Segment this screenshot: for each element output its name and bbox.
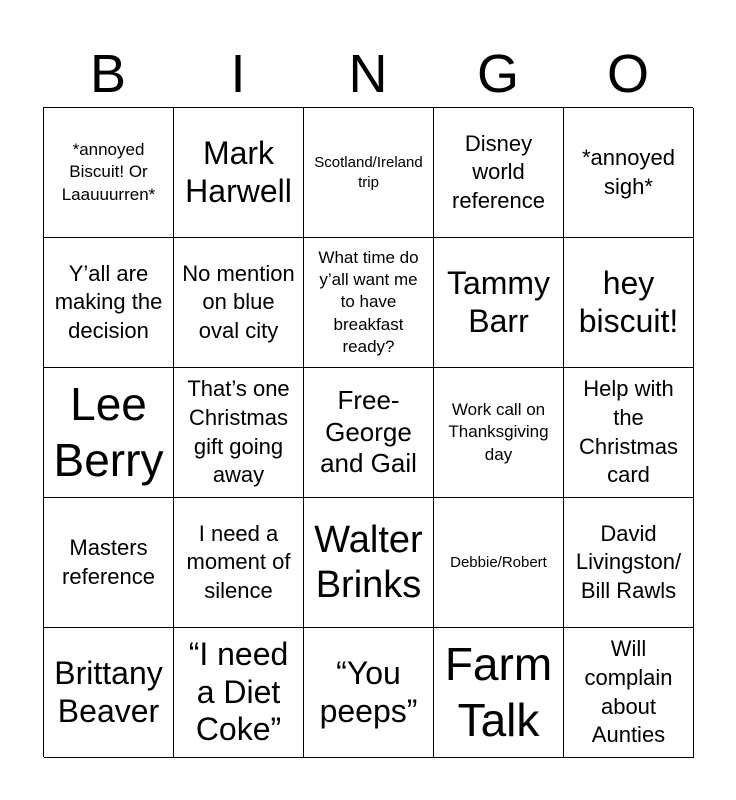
cell-text: hey biscuit! (578, 264, 679, 339)
cell-text: I need a moment of silence (186, 520, 291, 603)
bingo-cell-r3c3[interactable] (304, 368, 434, 498)
cell-text: Work call on Thanksgiving day (448, 400, 549, 464)
header-letter-g: G (476, 44, 519, 104)
bingo-cell-r2c5[interactable] (564, 238, 694, 368)
bingo-cell-r2c4[interactable] (434, 238, 564, 368)
bingo-cell-r3c1[interactable] (44, 368, 174, 498)
bingo-cell-r2c1[interactable] (44, 238, 174, 368)
cell-text: Will complain about Aunties (584, 636, 673, 748)
bingo-cell-r3c5[interactable] (564, 368, 694, 498)
cell-text: Y’all are making the decision (54, 260, 163, 343)
bingo-cell-r4c3[interactable] (304, 498, 434, 628)
cell-text: Lee Berry (53, 378, 164, 486)
bingo-cell-r5c3[interactable] (304, 628, 434, 758)
header-letter-i: I (230, 44, 246, 104)
bingo-cell-r4c4[interactable] (434, 498, 564, 628)
bingo-cell-r4c5[interactable] (564, 498, 694, 628)
cell-text: Farm Talk (444, 638, 553, 746)
header-letter-n: N (348, 44, 388, 104)
cell-text: Walter Brinks (314, 518, 423, 606)
bingo-cell-r5c4[interactable] (434, 628, 564, 758)
cell-text: *annoyed Biscuit! Or Laauuurren* (61, 140, 156, 204)
cell-text: Brittany Beaver (54, 654, 163, 729)
cell-text: No mention on blue oval city (182, 260, 295, 343)
cell-text: David Livingston/ Bill Rawls (575, 520, 682, 603)
bingo-cell-r2c3[interactable] (304, 238, 434, 368)
cell-text: “You peeps” (319, 654, 418, 729)
bingo-cell-r5c2[interactable] (174, 628, 304, 758)
bingo-header (43, 40, 693, 108)
cell-text: Masters reference (62, 534, 155, 589)
cell-text: What time do y’all want me to have breakfast ready? (318, 248, 419, 356)
bingo-cell-r1c1[interactable] (44, 108, 174, 238)
bingo-cell-r3c2[interactable] (174, 368, 304, 498)
cell-text: Help with the Christmas card (578, 376, 678, 488)
cell-text: “I need a Diet Coke” (188, 635, 289, 748)
bingo-cell-r4c1[interactable] (44, 498, 174, 628)
cell-text: Mark Harwell (185, 134, 292, 209)
header-letter-o: O (606, 44, 649, 104)
bingo-cell-r1c2[interactable] (174, 108, 304, 238)
header-letter-b: B (89, 44, 127, 104)
cell-text: *annoyed sigh* (582, 144, 675, 199)
bingo-cell-r5c5[interactable] (564, 628, 694, 758)
bingo-cell-r5c1[interactable] (44, 628, 174, 758)
bingo-board (43, 107, 693, 757)
bingo-cell-r3c4[interactable] (434, 368, 564, 498)
bingo-cell-r1c5[interactable] (564, 108, 694, 238)
bingo-cell-r1c3[interactable] (304, 108, 434, 238)
cell-text: Tammy Barr (446, 264, 551, 339)
bingo-cell-r1c4[interactable] (434, 108, 564, 238)
cell-text: Scotland/Ireland trip (314, 154, 423, 191)
cell-text: Free-George and Gail (320, 384, 417, 479)
cell-text: That’s one Christmas gift going away (187, 376, 290, 488)
bingo-cell-r4c2[interactable] (174, 498, 304, 628)
cell-text: Debbie/Robert (450, 553, 547, 571)
bingo-cell-r2c2[interactable] (174, 238, 304, 368)
cell-text: Disney world reference (452, 130, 545, 213)
